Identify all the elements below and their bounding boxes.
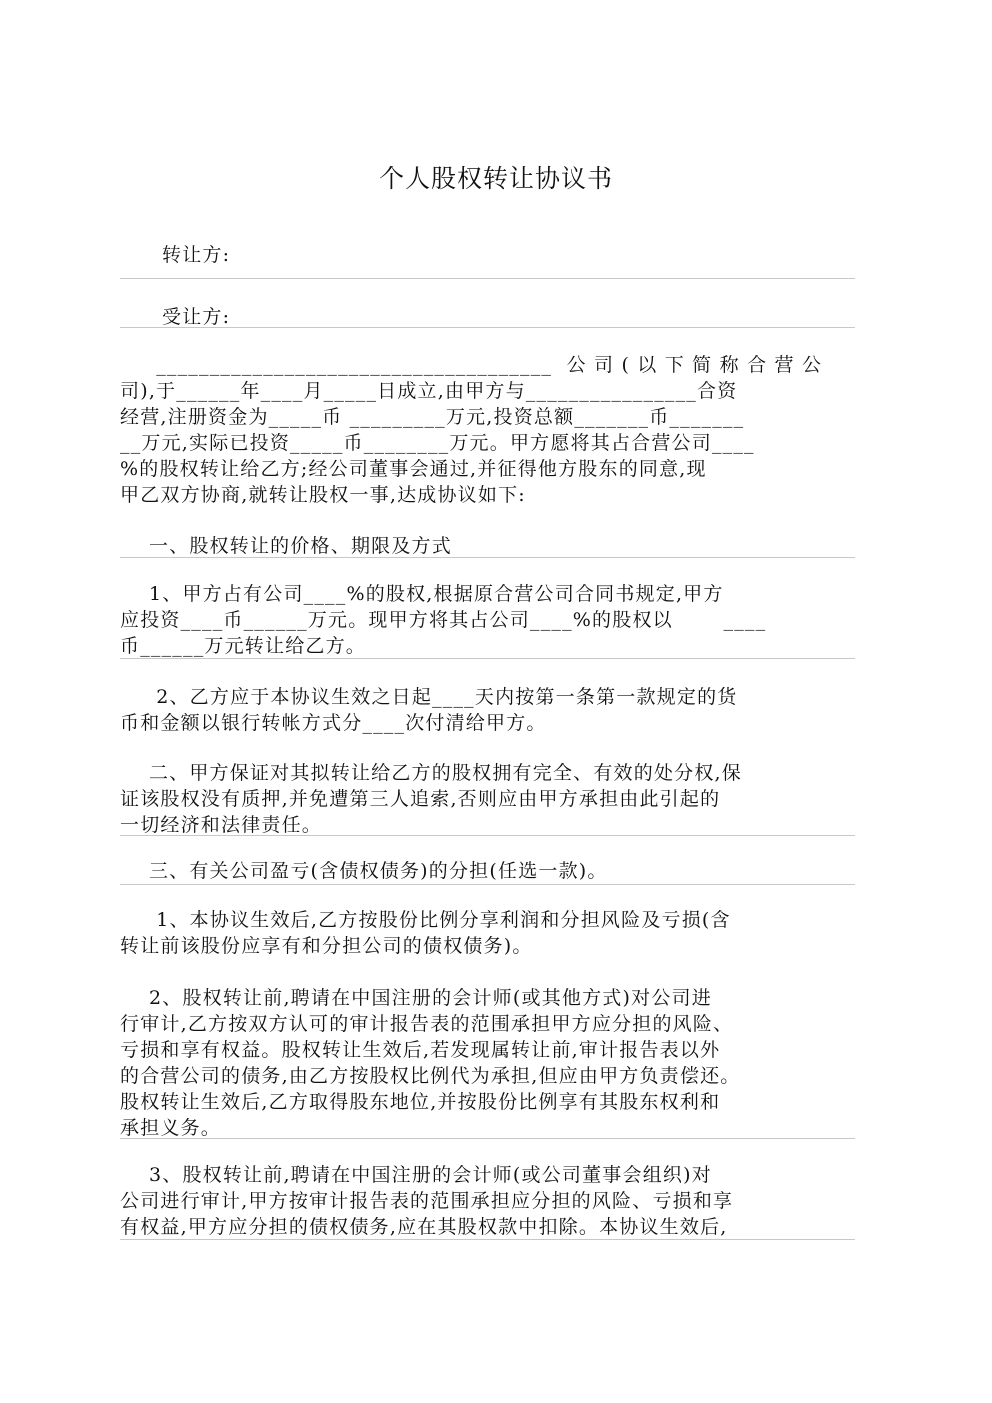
clause-3-2 xyxy=(120,985,855,1141)
divider xyxy=(120,327,855,328)
intro-line: __万元,实际已投资_____币________万元。甲方愿将其占合营公司____ xyxy=(120,432,755,454)
clause-line: 1、甲方占有公司____%的股权,根据原合营公司合同书规定,甲方 xyxy=(120,583,724,605)
section-line: 一切经济和法律责任。 xyxy=(120,814,323,836)
intro-line: 司),于______年____月_____日成立,由甲方与________________合资 xyxy=(120,380,738,402)
clause-line: 的合营公司的债务,由乙方按股权比例代为承担,但应由甲方负责偿还。 xyxy=(120,1065,741,1087)
section-heading-text: 三、有关公司盈亏(含债权债务)的分担(任选一款)。 xyxy=(120,860,608,882)
clause-line: 1、本协议生效后,乙方按股份比例分享利润和分担风险及亏损(含 xyxy=(120,909,731,931)
clause-line: 股权转让生效后,乙方取得股东地位,并按股份比例享有其股东权利和 xyxy=(120,1091,721,1113)
clause-line: 有权益,甲方应分担的债权债务,应在其股权款中扣除。本协议生效后, xyxy=(120,1216,728,1238)
divider xyxy=(120,1138,855,1139)
divider xyxy=(120,835,855,836)
intro-paragraph xyxy=(120,352,855,508)
divider xyxy=(120,884,855,885)
clause-line: 币和金额以银行转帐方式分____次付清给甲方。 xyxy=(120,712,547,734)
clause-line: 应投资____币______万元。现甲方将其占公司____%的股权以 ____ xyxy=(120,609,767,631)
section3-heading xyxy=(120,858,855,884)
clause-3-1 xyxy=(120,907,855,959)
divider xyxy=(120,1239,855,1240)
section1-heading xyxy=(120,533,855,559)
clause-line: 2、乙方应于本协议生效之日起____天内按第一条第一款规定的货 xyxy=(120,686,738,708)
clause-1-2 xyxy=(120,684,855,736)
divider xyxy=(120,278,855,279)
clause-line: 转让前该股份应享有和分担公司的债权债务)。 xyxy=(120,935,533,957)
section2-paragraph xyxy=(120,760,855,838)
clause-1-1 xyxy=(120,581,855,659)
intro-line: _____________________________________ 公 司 ( 以 下 简 称 合 营 公 xyxy=(120,354,823,376)
clause-line: 公司进行审计,甲方按审计报告表的范围承担应分担的风险、亏损和享 xyxy=(120,1190,734,1212)
intro-line: 甲乙双方协商,就转让股权一事,达成协议如下: xyxy=(120,484,526,506)
clause-line: 亏损和享有权益。股权转让生效后,若发现属转让前,审计报告表以外 xyxy=(120,1039,721,1061)
clause-line: 3、股权转让前,聘请在中国注册的会计师(或公司董事会组织)对 xyxy=(120,1164,712,1186)
divider xyxy=(120,658,855,659)
divider xyxy=(120,557,855,558)
document-title: 个人股权转让协议书 xyxy=(378,164,613,193)
intro-line: %的股权转让给乙方;经公司董事会通过,并征得他方股东的同意,现 xyxy=(120,458,707,480)
clause-line: 2、股权转让前,聘请在中国注册的会计师(或其他方式)对公司进 xyxy=(120,987,712,1009)
clause-line: 币______万元转让给乙方。 xyxy=(120,635,367,657)
clause-line: 行审计,乙方按双方认可的审计报告表的范围承担甲方应分担的风险、 xyxy=(120,1013,734,1035)
intro-line: 经营,注册资金为_____币 _________万元,投资总额_______币_______ xyxy=(120,406,745,428)
transferee-text: 受让方: xyxy=(162,306,231,328)
transferor-text: 转让方: xyxy=(162,244,231,266)
transferor-label xyxy=(120,242,855,268)
section-heading-text: 一、股权转让的价格、期限及方式 xyxy=(120,535,452,557)
clause-line: 承担义务。 xyxy=(120,1117,222,1139)
section-line: 二、甲方保证对其拟转让给乙方的股权拥有完全、有效的处分权,保 xyxy=(120,762,742,784)
section-line: 证该股权没有质押,并免遭第三人追索,否则应由甲方承担由此引起的 xyxy=(120,788,721,810)
clause-3-3 xyxy=(120,1162,855,1240)
